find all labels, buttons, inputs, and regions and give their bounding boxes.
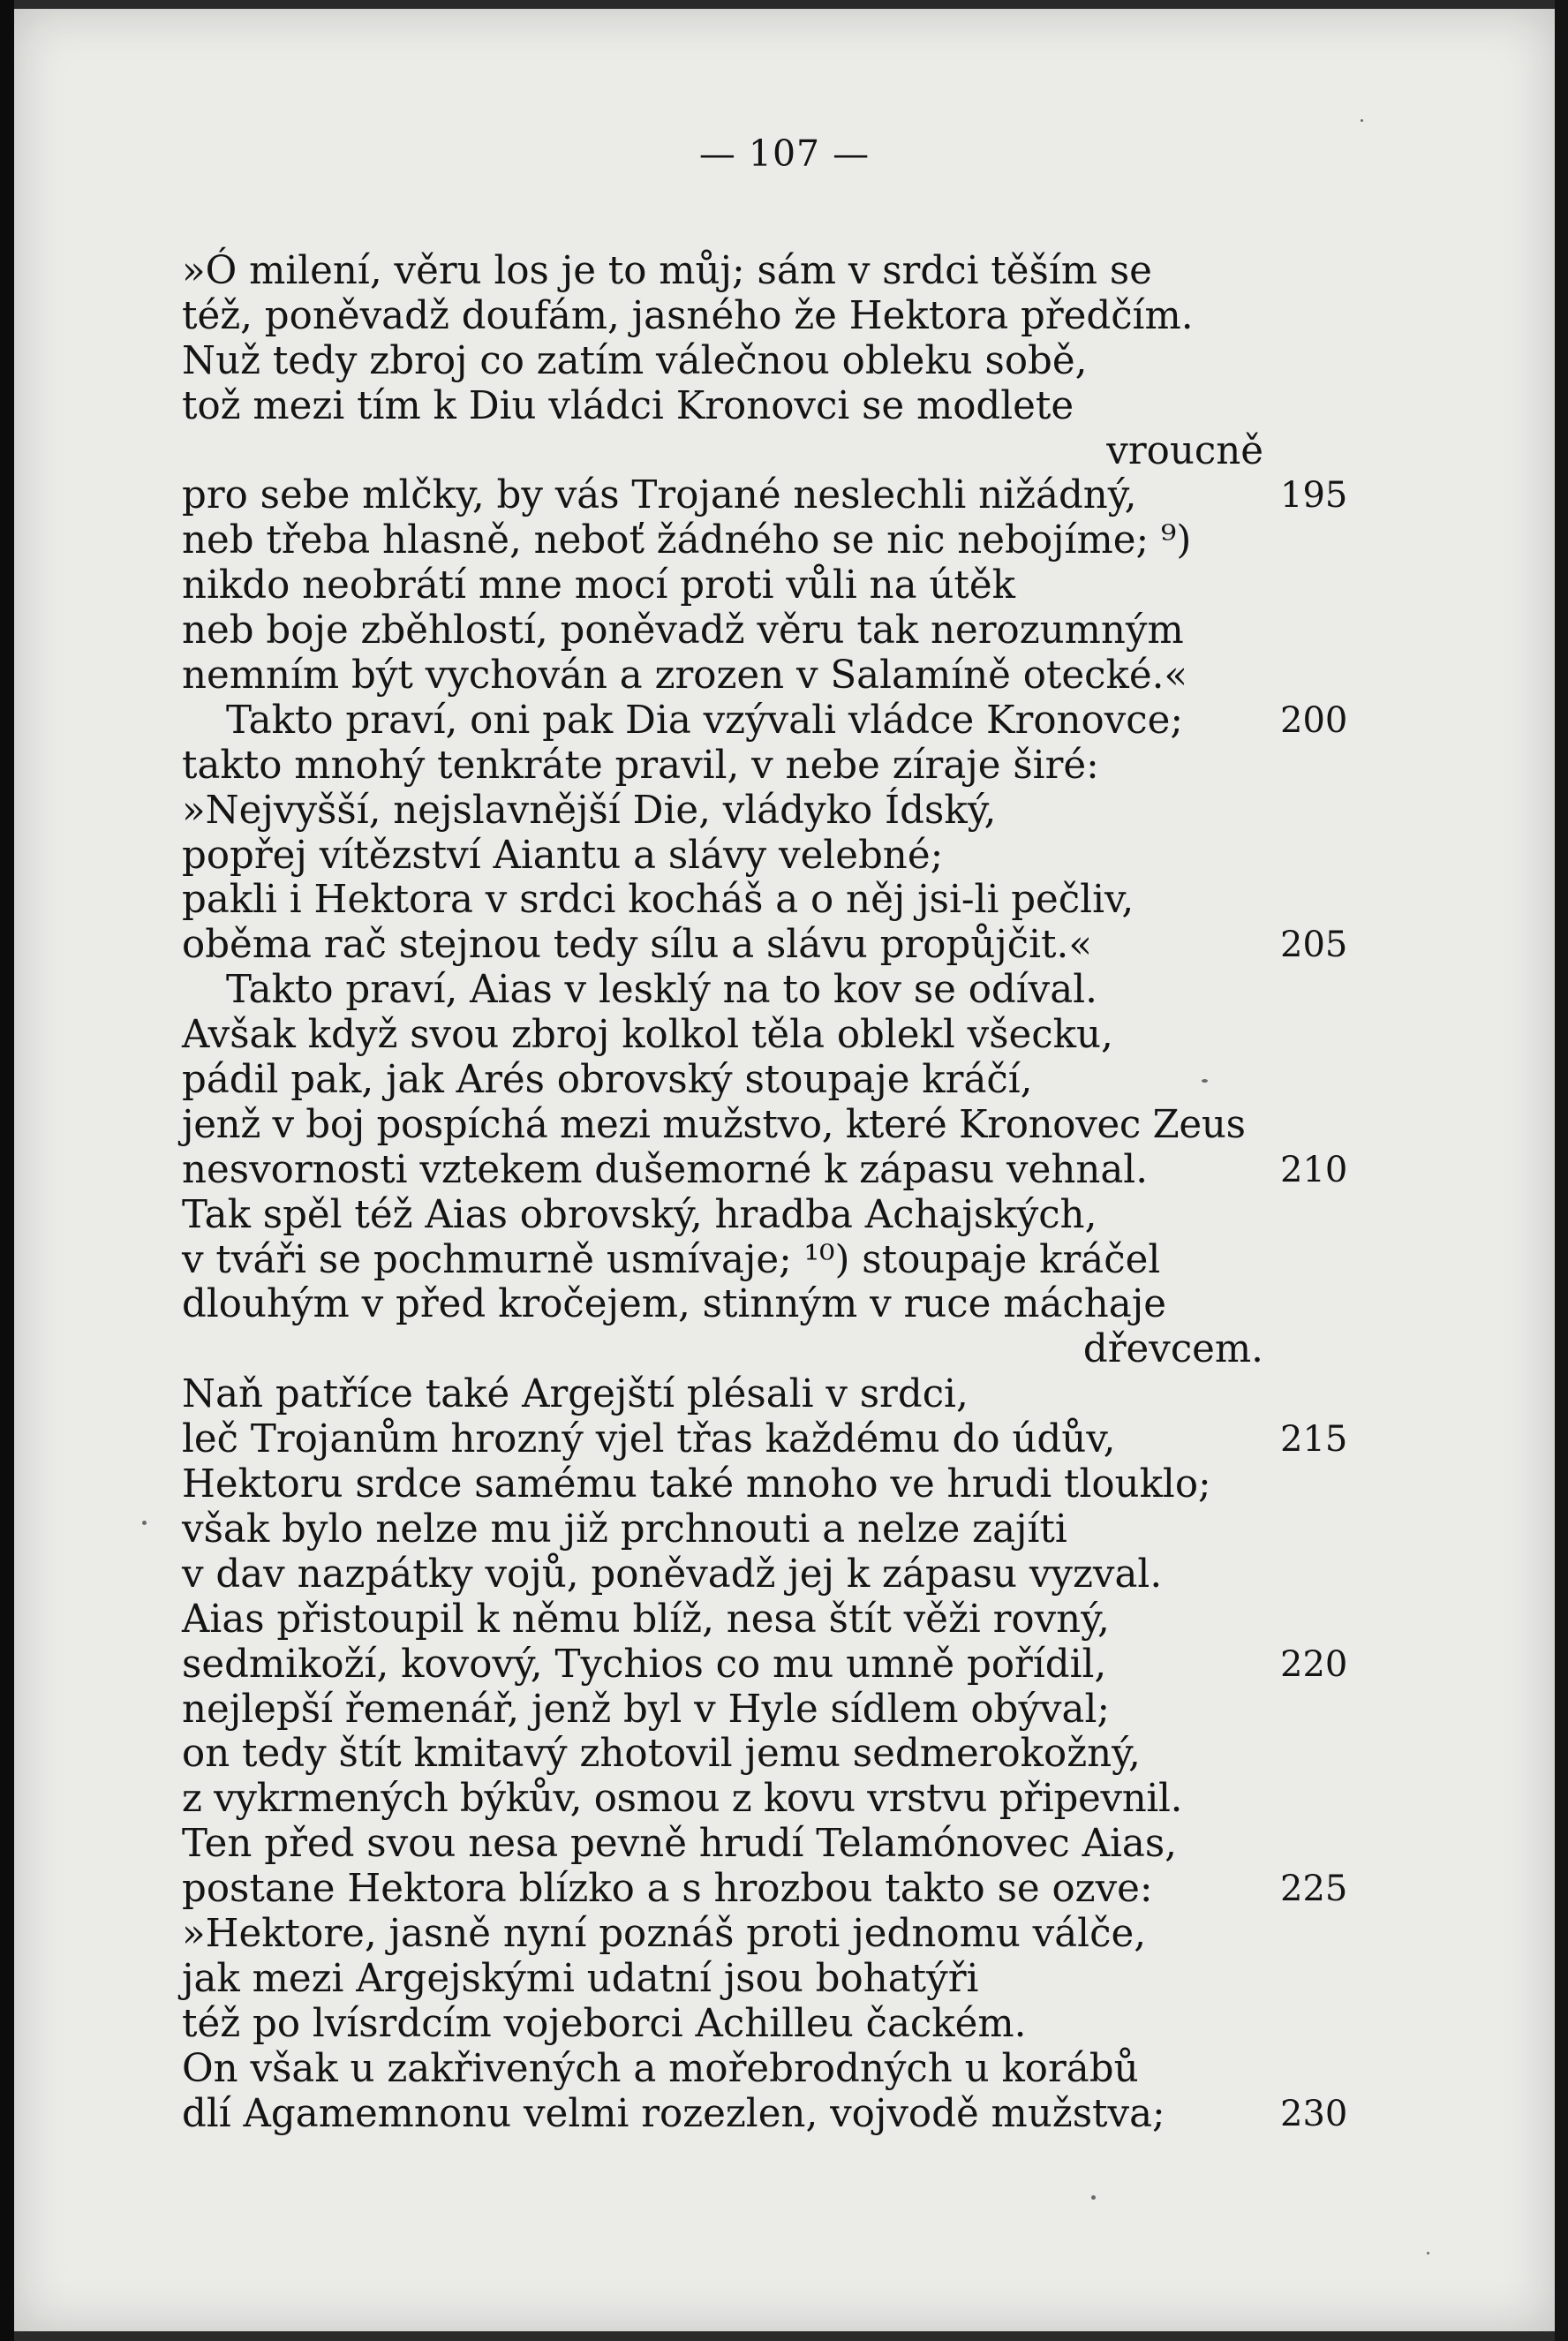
verse-text: postane Hektora blízko a s hrozbou takto se ozve: <box>182 1867 1153 1912</box>
verse-text: též, poněvadž doufám, jasného že Hektora předčím. <box>182 293 1194 338</box>
verse-line <box>182 608 1383 653</box>
verse-line <box>182 339 1383 384</box>
verse-text: pakli i Hektora v srdci kocháš a o něj jsi-li pečliv, <box>182 878 1135 923</box>
verse-line <box>182 1867 1383 1912</box>
verse-line <box>182 2047 1383 2092</box>
verse-text: takto mnohý tenkráte pravil, v nebe zíraje širé: <box>182 743 1099 788</box>
verse-text: tož mezi tím k Diu vládci Kronovci se modlete <box>182 383 1074 428</box>
paper-speck <box>1361 119 1363 122</box>
line-number: 195 <box>1280 475 1348 517</box>
verse-text: sedmikoží, kovový, Tychios co mu umně pořídil, <box>182 1642 1107 1687</box>
verse-text: nesvornosti vztekem dušemorné k zápasu vehnal. <box>182 1147 1149 1192</box>
verse-text: jenž v boj pospíchá mezi mužstvo, které Kronovec Zeus <box>182 1102 1246 1147</box>
verse-text: leč Trojanům hrozný vjel třas každému do údův, <box>182 1417 1116 1462</box>
verse-text: nikdo neobrátí mne mocí proti vůli na útěk <box>182 563 1015 608</box>
verse-text: nejlepší řemenář, jenž byl v Hyle sídlem obýval; <box>182 1687 1111 1732</box>
verse-line <box>182 1507 1383 1552</box>
line-number: 225 <box>1280 1869 1348 1910</box>
verse-line <box>182 1732 1383 1777</box>
verse-text: neb boje zběhlostí, poněvadž věru tak nerozumným <box>182 608 1184 653</box>
verse-text: nemním být vychován a zrozen v Salamíně otecké.« <box>182 653 1188 699</box>
verse-line <box>182 2002 1383 2047</box>
paper-speck <box>1427 2252 1429 2254</box>
verse-line <box>182 1642 1383 1688</box>
verse-text: On však u zakřivených a mořebrodných u korábů <box>182 2046 1139 2091</box>
verse-line <box>182 878 1383 923</box>
verse-text: Avšak když svou zbroj kolkol těla oblekl všecku, <box>182 1013 1113 1058</box>
verse-line <box>182 1193 1383 1238</box>
verse-text: Aias přistoupil k němu blíž, nesa štít věži rovný, <box>182 1597 1110 1642</box>
verse-text: jak mezi Argejskými udatní jsou bohatýři <box>182 1956 979 2001</box>
verse-line <box>182 1148 1383 1193</box>
scan-left-edge <box>0 0 14 2341</box>
verse-text: Nuž tedy zbroj co zatím válečnou obleku sobě, <box>182 338 1088 383</box>
verse-line <box>182 473 1383 518</box>
line-number: 210 <box>1280 1149 1348 1190</box>
verse-text: Tak spěl též Aias obrovský, hradba Achajských, <box>182 1192 1097 1237</box>
verse-line <box>182 744 1383 789</box>
verse-text: Naň patříce také Argejští plésali v srdci, <box>182 1372 969 1417</box>
verse-line <box>182 1688 1383 1733</box>
verse-line <box>182 2092 1383 2137</box>
scan-right-edge <box>1555 0 1568 2341</box>
verse-text: vroucně <box>1106 428 1263 473</box>
verse-text: však bylo nelze mu již prchnouti a nelze zajíti <box>182 1507 1067 1552</box>
page-number: — 107 — <box>698 132 871 175</box>
verse-line <box>182 1777 1383 1822</box>
verse-line <box>182 834 1383 879</box>
verse-line <box>182 1103 1383 1148</box>
verse-line <box>182 1462 1383 1507</box>
verse-line <box>182 1912 1383 1957</box>
verse-text: pádil pak, jak Arés obrovský stoupaje kráčí, <box>182 1058 1033 1103</box>
verse-line <box>182 653 1383 699</box>
verse-text: on tedy štít kmitavý zhotovil jemu sedmerokožný, <box>182 1732 1141 1777</box>
verse-line <box>182 1822 1383 1867</box>
verse-line <box>182 923 1383 968</box>
verse-line <box>182 699 1383 744</box>
verse-text: dlí Agamemnonu velmi rozezlen, vojvodě mužstva; <box>182 2091 1165 2136</box>
paper-speck <box>1091 2195 1096 2200</box>
verse-text: dřevcem. <box>1082 1327 1263 1372</box>
verse-line <box>182 968 1383 1013</box>
verse-line <box>182 1282 1383 1327</box>
verse-text: Takto praví, Aias v lesklý na to kov se odíval. <box>226 968 1097 1013</box>
verse-text: Hektoru srdce samému také mnoho ve hrudi tlouklo; <box>182 1462 1211 1507</box>
verse-line <box>182 1597 1383 1642</box>
verse-line <box>182 294 1383 339</box>
verse-text: v dav nazpátky vojů, poněvadž jej k zápasu vyzval. <box>182 1552 1163 1597</box>
line-number: 205 <box>1280 925 1348 966</box>
verse-line <box>182 518 1383 563</box>
line-number: 230 <box>1280 2093 1348 2134</box>
paper-speck <box>1202 1079 1208 1083</box>
verse-line <box>182 1552 1383 1597</box>
verse-text: též po lvísrdcím vojeborci Achilleu čackém. <box>182 2001 1027 2046</box>
verse-line <box>182 563 1383 608</box>
verse-line <box>182 1013 1383 1058</box>
verse-line-continuation <box>182 429 1263 474</box>
verse-text: z vykrmených býkův, osmou z kovu vrstvu připevnil. <box>182 1777 1183 1822</box>
verse-text: v tváři se pochmurně usmívaje; ¹⁰) stoupaje kráčel <box>182 1237 1161 1282</box>
verse-line-continuation <box>182 1327 1263 1372</box>
paper-speck <box>142 1521 147 1525</box>
verse-line <box>182 1238 1383 1283</box>
verse-text: pro sebe mlčky, by vás Trojané neslechli nižádný, <box>182 473 1137 518</box>
verse-text: dlouhým v před kročejem, stinným v ruce máchaje <box>182 1282 1166 1327</box>
verse-line <box>182 1957 1383 2002</box>
verse-text: neb třeba hlasně, neboť žádného se nic nebojíme; ⁹) <box>182 518 1192 563</box>
verse-text: Takto praví, oni pak Dia vzývali vládce Kronovce; <box>226 698 1184 743</box>
line-number: 220 <box>1280 1643 1348 1685</box>
verse-line <box>182 249 1383 294</box>
verse-line <box>182 384 1383 429</box>
verse-text: »Ó milení, věru los je to můj; sám v srdci těším se <box>182 249 1152 293</box>
verse-text: Ten před svou nesa pevně hrudí Telamónovec Aias, <box>182 1822 1178 1867</box>
verse-text: oběma rač stejnou tedy sílu a slávu propůjčit.« <box>182 923 1092 968</box>
verse-text: popřej vítězství Aiantu a slávy velebné; <box>182 833 944 878</box>
verse-line <box>182 1372 1383 1417</box>
verse-text: »Hektore, jasně nyní poznáš proti jednomu válče, <box>182 1911 1147 1956</box>
line-number: 215 <box>1280 1419 1348 1461</box>
verse-line <box>182 1417 1383 1462</box>
verse-text: »Nejvyšší, nejslavnější Die, vládyko Ídský, <box>182 788 997 833</box>
line-number: 200 <box>1280 699 1348 741</box>
book-page <box>14 9 1555 2331</box>
verse-line <box>182 789 1383 834</box>
verse-block <box>182 249 1383 2136</box>
